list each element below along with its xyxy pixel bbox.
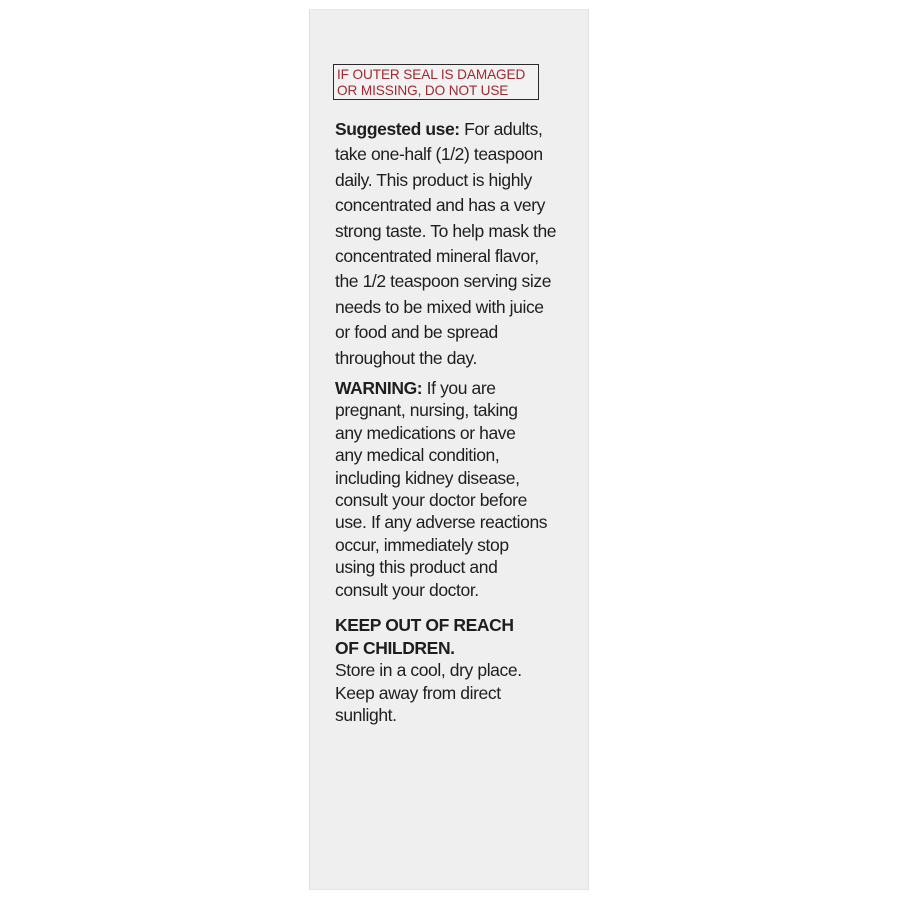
warning-line: using this product and <box>335 557 498 578</box>
seal-warning-line: OR MISSING, DO NOT USE <box>337 82 509 98</box>
warning-text: If you are <box>422 378 496 398</box>
keep-out-of-reach-heading: OF CHILDREN. <box>335 637 455 658</box>
suggested-use-line: or food and be spread <box>335 322 498 343</box>
storage-line: Keep away from direct <box>335 682 501 703</box>
warning-line: use. If any adverse reactions <box>335 512 548 533</box>
suggested-use-line: concentrated mineral flavor, <box>335 246 539 267</box>
suggested-use-line: needs to be mixed with juice <box>335 296 544 317</box>
storage-line: Store in a cool, dry place. <box>335 660 522 680</box>
warning-first-line <box>335 377 585 399</box>
suggested-use-section <box>335 117 585 371</box>
warning-line: pregnant, nursing, taking <box>335 400 518 421</box>
warning-label: WARNING: <box>335 378 423 398</box>
suggested-use-line: throughout the day. <box>335 347 477 368</box>
warning-line: consult your doctor before <box>335 490 527 511</box>
suggested-use-line: daily. This product is highly <box>335 169 532 190</box>
suggested-use-label: Suggested use: <box>335 119 460 139</box>
seal-warning-line: IF OUTER SEAL IS DAMAGED <box>337 67 526 82</box>
suggested-use-line: concentrated and has a very <box>335 195 546 216</box>
warning-line: any medications or have <box>335 422 516 443</box>
seal-warning-box <box>333 64 539 100</box>
warning-line: including kidney disease, <box>335 467 520 488</box>
warning-line: consult your doctor. <box>335 579 479 600</box>
suggested-use-text: For adults, <box>459 119 543 139</box>
warning-section <box>335 377 585 601</box>
warning-line: occur, immediately stop <box>335 534 509 555</box>
suggested-use-line: the 1/2 teaspoon serving size <box>335 271 552 292</box>
storage-line: sunlight. <box>335 705 397 725</box>
suggested-use-line: take one-half (1/2) teaspoon <box>335 144 543 165</box>
warning-line: any medical condition, <box>335 445 500 466</box>
keep-out-of-reach-heading: KEEP OUT OF REACH <box>335 615 514 635</box>
storage-section <box>335 614 585 727</box>
suggested-use-first-line <box>335 117 585 142</box>
suggested-use-line: strong taste. To help mask the <box>335 220 557 241</box>
